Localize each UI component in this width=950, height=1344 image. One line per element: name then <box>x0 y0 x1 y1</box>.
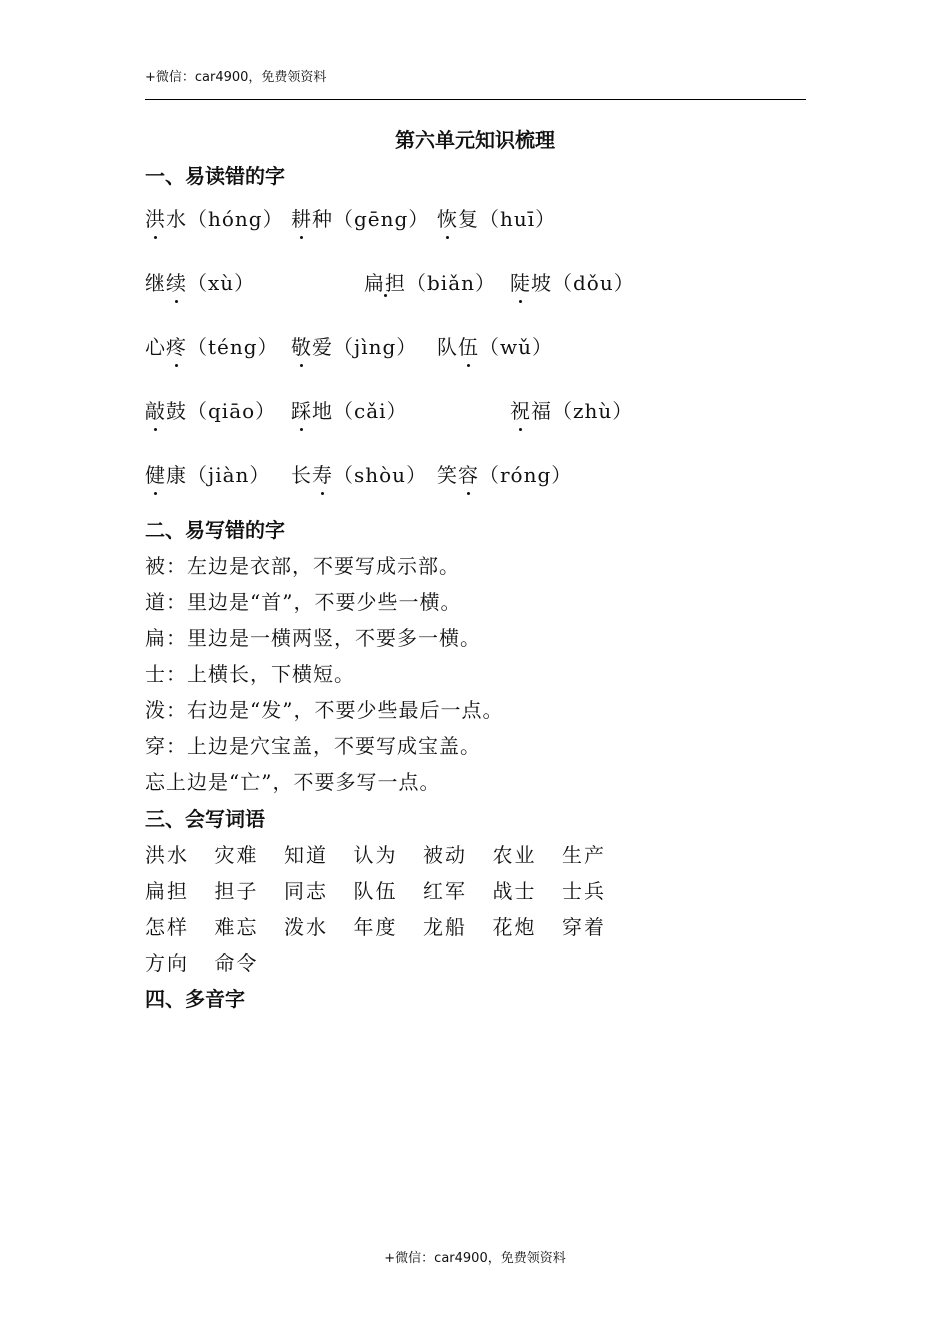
vocabulary-word: 怎样 <box>145 915 189 939</box>
vocabulary-word: 泼水 <box>284 915 328 939</box>
section-heading-easy-misread: 一、易读错的字 <box>145 164 285 188</box>
pinyin-entry <box>145 459 270 488</box>
vocabulary-row <box>145 875 745 905</box>
word-prefix: 笑 <box>437 463 458 487</box>
footer-note: +微信：car4900，免费领资料 <box>384 1251 566 1266</box>
miswrite-note: 泼：右边是“发”，不要少些最后一点。 <box>145 698 504 722</box>
emphasis-character: 祝 <box>510 395 531 424</box>
section-heading-polyphonic: 四、多音字 <box>145 987 245 1011</box>
pinyin-row <box>145 459 805 493</box>
emphasis-character: 容 <box>458 459 479 488</box>
word-prefix: 扁 <box>364 271 385 295</box>
pinyin-entry <box>145 331 279 360</box>
word-suffix: （shòu） <box>333 463 428 487</box>
emphasis-character: 疼 <box>166 331 187 360</box>
pinyin-entry <box>145 203 284 232</box>
miswrite-note: 被：左边是衣部，不要写成示部。 <box>145 554 460 578</box>
word-suffix: 担（biǎn） <box>385 271 497 295</box>
miswrite-note: 士：上横长，下横短。 <box>145 662 355 686</box>
word-suffix: 坡（dǒu） <box>531 271 635 295</box>
emphasis-character: 续 <box>166 267 187 296</box>
pinyin-entry <box>291 331 417 360</box>
vocabulary-row <box>145 911 745 941</box>
vocabulary-word: 被动 <box>423 843 467 867</box>
emphasis-character: 耕 <box>291 203 312 232</box>
emphasis-character: 寿 <box>312 459 333 488</box>
word-suffix: 种（gēng） <box>312 207 430 231</box>
miswrite-note: 道：里边是“首”，不要少些一横。 <box>145 590 462 614</box>
word-suffix: 爱（jìng） <box>312 335 418 359</box>
header-divider <box>145 99 806 100</box>
word-suffix: （wǔ） <box>479 335 553 359</box>
emphasis-character: 敬 <box>291 331 312 360</box>
vocabulary-word: 队伍 <box>353 879 398 903</box>
word-prefix: 继 <box>145 271 166 295</box>
vocabulary-word: 命令 <box>214 951 259 975</box>
pinyin-row <box>145 267 805 301</box>
word-prefix: 长 <box>291 463 312 487</box>
pinyin-entry <box>364 267 496 296</box>
vocabulary-word: 年度 <box>353 915 398 939</box>
header-note: +微信：car4900，免费领资料 <box>145 70 327 85</box>
section-heading-easy-miswrite: 二、易写错的字 <box>145 518 285 542</box>
vocabulary-word: 同志 <box>284 879 328 903</box>
vocabulary-word: 生产 <box>562 843 606 867</box>
vocabulary-word: 知道 <box>284 843 328 867</box>
emphasis-character: 洪 <box>145 203 166 232</box>
word-suffix: （xù） <box>187 271 256 295</box>
word-suffix: 鼓（qiāo） <box>166 399 277 423</box>
pinyin-entry <box>437 459 572 488</box>
emphasis-character: 恢 <box>437 203 458 232</box>
pinyin-entry <box>145 267 255 296</box>
word-suffix: 地（cǎi） <box>312 399 408 423</box>
vocabulary-row <box>145 839 745 869</box>
emphasis-character: 陡 <box>510 267 531 296</box>
emphasis-character: 健 <box>145 459 166 488</box>
vocabulary-word: 花炮 <box>492 915 537 939</box>
vocabulary-word: 士兵 <box>562 879 606 903</box>
pinyin-entry <box>291 459 427 488</box>
miswrite-note: 穿：上边是穴宝盖，不要写成宝盖。 <box>145 734 481 758</box>
word-prefix: 队 <box>437 335 458 359</box>
vocabulary-word: 战士 <box>492 879 537 903</box>
word-suffix: 康（jiàn） <box>166 463 271 487</box>
word-suffix: 福（zhù） <box>531 399 634 423</box>
pinyin-row <box>145 395 805 429</box>
pinyin-row <box>145 203 805 237</box>
vocabulary-word: 红军 <box>423 879 467 903</box>
vocabulary-word: 难忘 <box>214 915 259 939</box>
vocabulary-word: 农业 <box>492 843 537 867</box>
vocabulary-word: 洪水 <box>145 843 189 867</box>
word-suffix: 复（huī） <box>458 207 557 231</box>
miswrite-note: 扁：里边是一横两竖，不要多一横。 <box>145 626 481 650</box>
vocabulary-word: 认为 <box>353 843 398 867</box>
vocabulary-word: 灾难 <box>214 843 259 867</box>
pinyin-entry <box>437 331 553 360</box>
pinyin-entry <box>291 395 408 424</box>
pinyin-entry <box>291 203 429 232</box>
vocabulary-word: 担子 <box>214 879 259 903</box>
vocabulary-word: 扁担 <box>145 879 189 903</box>
vocabulary-word: 龙船 <box>423 915 467 939</box>
emphasis-character: 踩 <box>291 395 312 424</box>
vocabulary-word: 穿着 <box>562 915 606 939</box>
document-title: 第六单元知识梳理 <box>395 128 555 152</box>
pinyin-entry <box>510 267 635 296</box>
emphasis-character: 伍 <box>458 331 479 360</box>
word-suffix: 水（hóng） <box>166 207 284 231</box>
miswrite-note: 忘上边是“亡”，不要多写一点。 <box>145 770 441 794</box>
pinyin-entry <box>145 395 276 424</box>
vocabulary-row <box>145 947 745 977</box>
emphasis-character: 敲 <box>145 395 166 424</box>
section-heading-vocabulary: 三、会写词语 <box>145 807 265 831</box>
word-suffix: （róng） <box>479 463 573 487</box>
pinyin-entry <box>437 203 556 232</box>
pinyin-row <box>145 331 805 365</box>
word-suffix: （téng） <box>187 335 279 359</box>
vocabulary-word: 方向 <box>145 951 189 975</box>
word-prefix: 心 <box>145 335 166 359</box>
pinyin-entry <box>510 395 633 424</box>
